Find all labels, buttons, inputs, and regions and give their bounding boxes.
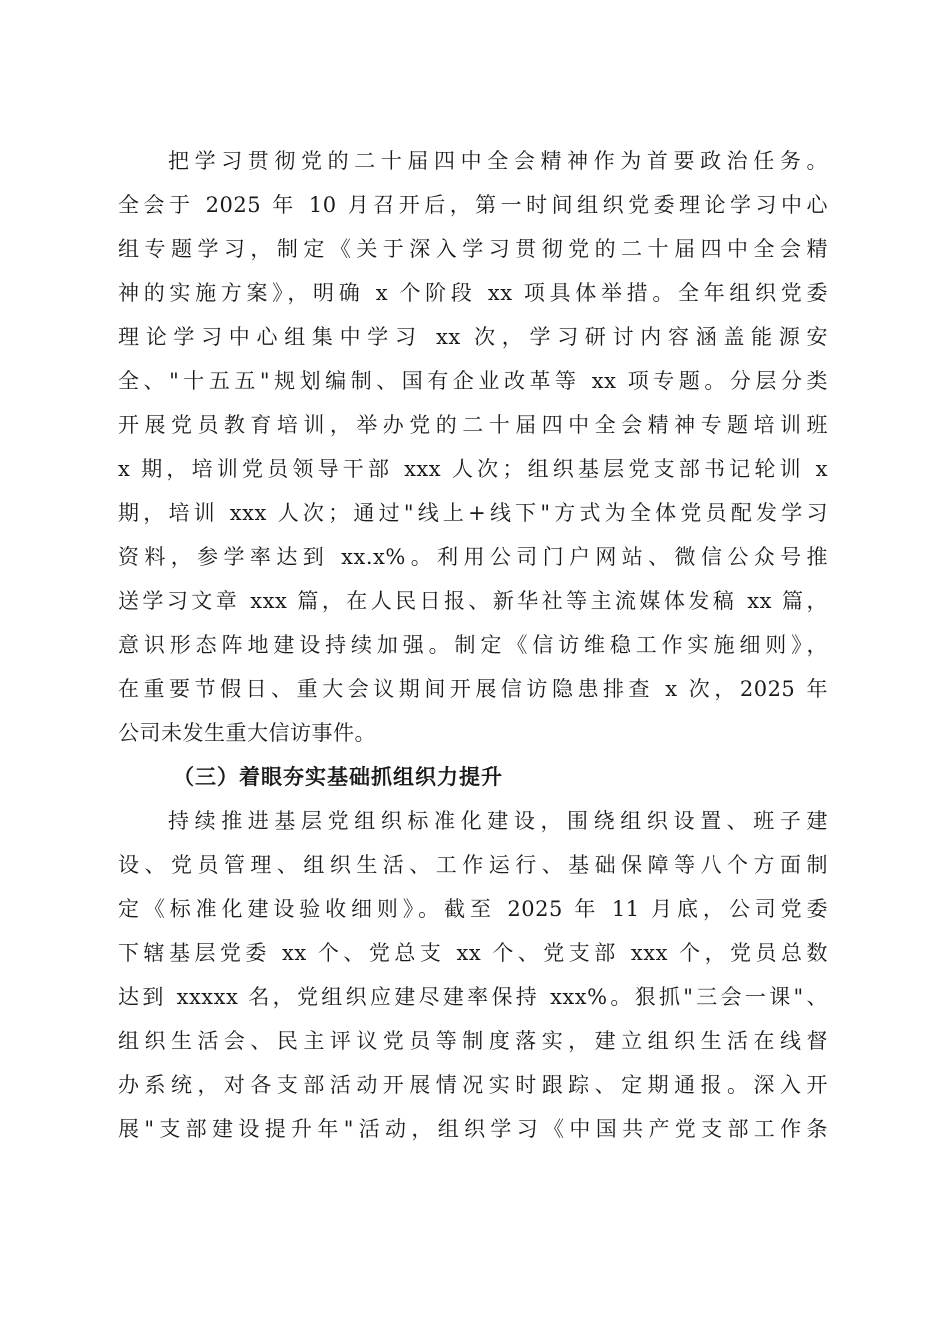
paragraph-line: 期，培训 xxx 人次；通过"线上+线下"方式为全体党员配发学习 (118, 501, 828, 525)
paragraph-line: 全、"十五五"规划编制、国有企业改革等 xx 项专题。分层分类 (118, 369, 828, 393)
paragraph-line: 组专题学习，制定《关于深入学习贯彻党的二十届四中全会精 (118, 237, 828, 261)
paragraph-line: 组织生活会、民主评议党员等制度落实，建立组织生活在线督 (118, 1029, 828, 1053)
paragraph-line: 资料，参学率达到 xx.x%。利用公司门户网站、微信公众号推 (118, 545, 828, 569)
paragraph-line: 下辖基层党委 xx 个、党总支 xx 个、党支部 xxx 个，党员总数 (118, 941, 828, 965)
section-heading: （三）着眼夯实基础抓组织力提升 (173, 764, 503, 789)
paragraph-line: 全会于 2025 年 10 月召开后，第一时间组织党委理论学习中心 (118, 193, 828, 217)
paragraph-line: 设、党员管理、组织生活、工作运行、基础保障等八个方面制 (118, 853, 828, 877)
paragraph-line: x 期，培训党员领导干部 xxx 人次；组织基层党支部书记轮训 x (118, 457, 828, 481)
paragraph-line: 展"支部建设提升年"活动，组织学习《中国共产党支部工作条 (118, 1117, 828, 1141)
paragraph-line: 把学习贯彻党的二十届四中全会精神作为首要政治任务。 (168, 149, 828, 173)
paragraph-line: 开展党员教育培训，举办党的二十届四中全会精神专题培训班 (118, 413, 828, 437)
paragraph-line: 办系统，对各支部活动开展情况实时跟踪、定期通报。深入开 (118, 1073, 828, 1097)
paragraph-line: 神的实施方案》，明确 x 个阶段 xx 项具体举措。全年组织党委 (118, 281, 828, 305)
paragraph-line: 意识形态阵地建设持续加强。制定《信访维稳工作实施细则》， (118, 633, 828, 657)
paragraph-line: 定《标准化建设验收细则》。截至 2025 年 11 月底，公司党委 (118, 897, 828, 921)
paragraph-line: 持续推进基层党组织标准化建设，围绕组织设置、班子建 (168, 809, 828, 833)
paragraph-line: 公司未发生重大信访事件。 (118, 721, 376, 745)
paragraph-line: 达到 xxxxx 名，党组织应建尽建率保持 xxx%。狠抓"三会一课"、 (118, 985, 828, 1009)
paragraph-line: 理论学习中心组集中学习 xx 次，学习研讨内容涵盖能源安 (118, 325, 828, 349)
paragraph-line: 在重要节假日、重大会议期间开展信访隐患排查 x 次，2025 年 (118, 677, 828, 701)
paragraph-line: 送学习文章 xxx 篇，在人民日报、新华社等主流媒体发稿 xx 篇， (118, 589, 828, 613)
